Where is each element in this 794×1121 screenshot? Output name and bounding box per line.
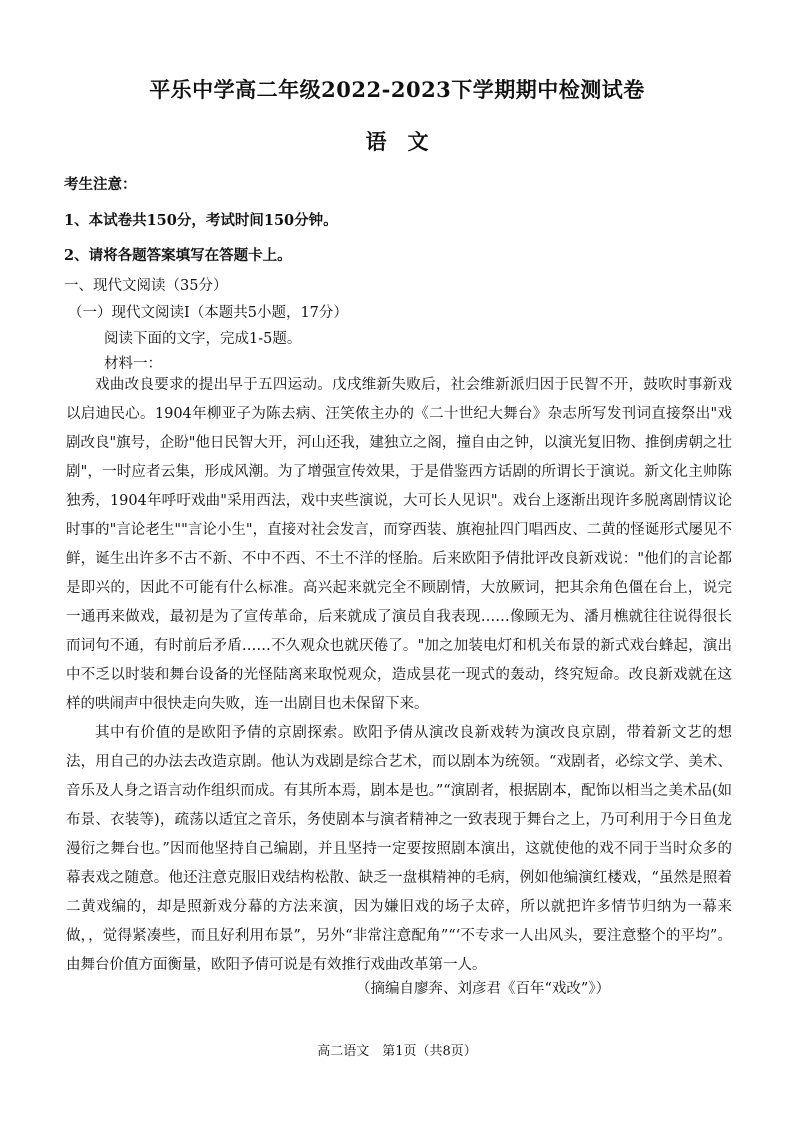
notice-heading: 考生注意： — [64, 176, 137, 193]
notice-item-2: 2、请将各题答案填写在答题卡上。 — [64, 247, 292, 264]
notice-item-1: 1、本试卷共150分，考试时间150分钟。 — [64, 212, 338, 229]
exam-title: 平乐中学高二年级2022-2023下学期期中检测试卷 — [149, 77, 645, 102]
material-label: 材料一： — [104, 356, 162, 372]
article-body — [66, 371, 732, 980]
reading-instruction: 阅读下面的文字，完成1-5题。 — [104, 331, 302, 347]
source-citation: （摘编自廖奔、刘彦君《百年“戏改”》） — [356, 981, 611, 997]
paragraph-2: 其中有价值的是欧阳予倩的京剧探索。欧阳予倩从演改良新戏转为演改良京剧，带着新文艺的想法，用自己的办法去改造京剧。他认为戏剧是综合艺术，而以剧本为统领。“戏剧者，必综文学、美术、音乐及人身之语言动作组织而成。有其所本焉，剧本是也。”“演剧者，根据剧本，配饰以相当之美术品(如布景、衣装等)，疏荡以适宜之音乐，务使剧本与演者精神之一致表现于舞台之上，乃可利用于今日鱼龙漫衍之舞台也。”因而他坚持自己编剧，并且坚持一定要按照剧本演出，这就使他的戏不同于当时众多的幕表戏之随意。他还注意克服旧戏结构松散、缺乏一盘棋精神的毛病，例如他编演红楼戏，“虽然是照着二黄戏编的，却是照新戏分幕的方法来演，因为嫌旧戏的场子太碎，所以就把许多情节归纳为一幕来做，，觉得紧凑些，而且好利用布景”，另外“非常注意配角”“‘不专求一人出风头，要注意整个的平均”。由舞台价值方面衡量，欧阳予倩可说是有效推行戏曲改革第一人。 — [66, 725, 732, 973]
section-title: 一、现代文阅读（35分） — [64, 278, 228, 294]
paragraph-1: 戏曲改良要求的提出早于五四运动。戊戌维新失败后，社会维新派归因于民智不开，鼓吹时事新戏以启迪民心。1904年柳亚子为陈去病、汪笑侬主办的《二十世纪大舞台》杂志所写发刊词直接祭出"戏剧改良"旗号，企盼"他日民智大开，河山还我，建独立之阁，撞自由之钟，以演光复旧物、推倒虏朝之壮剧"，一时应者云集，形成风潮。为了增强宣传效果，于是借鉴西方话剧的所谓长于演说。新文化主帅陈独秀，1904年呼吁戏曲"采用西法，戏中夹些演说，大可长人见识"。戏台上逐渐出现许多脱离剧情议论时事的"言论老生""言论小生"，直接对社会发言，而穿西装、旗袍扯四门唱西皮、二黄的怪诞形式屡见不鲜，诞生出许多不古不新、不中不西、不土不洋的怪胎。后来欧阳予倩批评改良新戏说："他们的言论都是即兴的，因此不可能有什么标准。高兴起来就完全不顾剧情，大放厥词，把其余角色僵在台上，说完一通再来做戏，最初是为了宣传革命，后来就成了演员自我表现……像顾无为、潘月樵就往往说得很长而词句不通，有时前后矛盾……不久观众也就厌倦了。"加之加装电灯和机关布景的新式戏台蜂起，演出中不乏以时装和舞台设备的光怪陆离来取悦观众，造成昙花一现式的轰动，终究短命。改良新戏就在这样的哄闹声中很快走向失败，连一出剧目也未保留下来。 — [66, 377, 732, 712]
subject-title: 语 文 — [365, 129, 429, 154]
subsection-title: （一）现代文阅读Ⅰ（本题共5小题，17分） — [68, 305, 348, 321]
page-footer: 高二语文 第1页（共8页） — [317, 1044, 477, 1059]
